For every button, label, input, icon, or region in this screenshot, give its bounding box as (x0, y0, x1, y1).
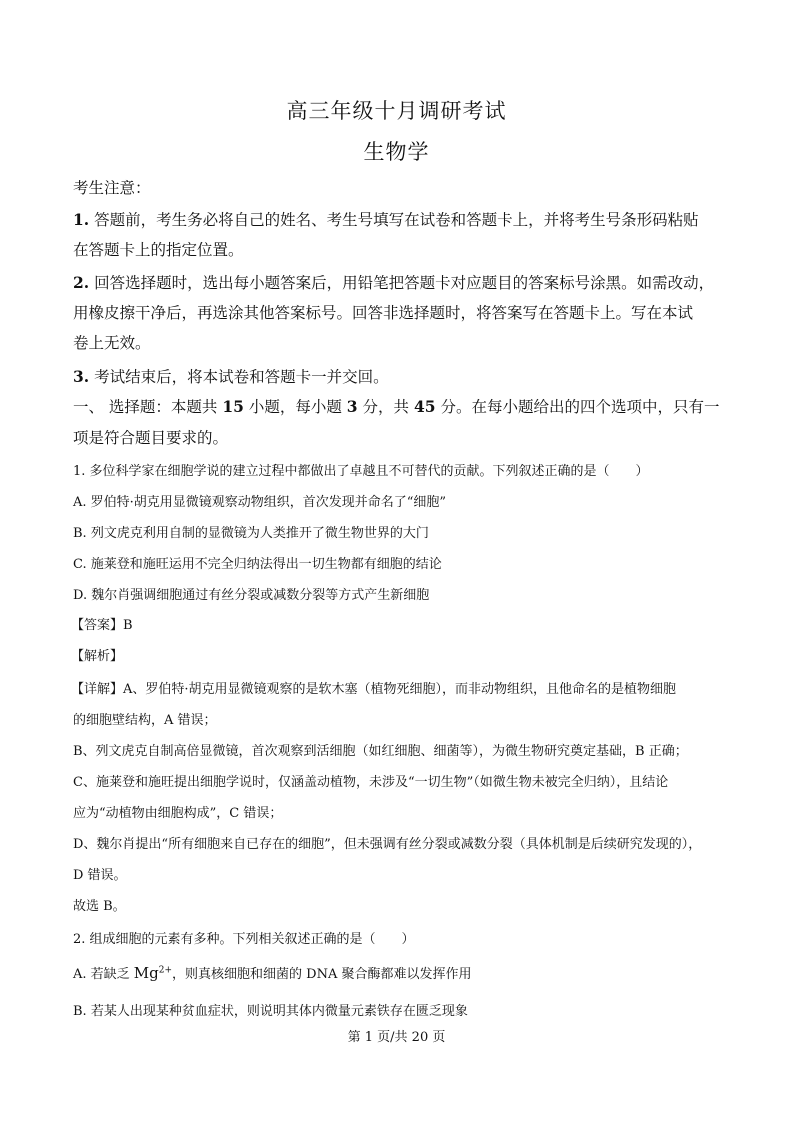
notice-item-2-text: 回答选择题时，选出每小题答案后，用铅笔把答题卡对应题目的答案标号涂黑。如需改动， (94, 274, 715, 292)
notice-item-2-cont: 用橡皮擦干净后，再选涂其他答案标号。回答非选择题时，将答案写在答题卡上。写在本试 (73, 304, 694, 322)
question-1-stem: 1. 多位科学家在细胞学说的建立过程中都做出了卓越且不可替代的贡献。下列叙述正确的是（ ） (73, 464, 649, 479)
notice-heading: 考生注意： (73, 179, 151, 197)
question-1-option-b: B. 列文虎克利用自制的显微镜为人类推开了微生物世界的大门 (73, 526, 429, 541)
section-points-total: 45 (413, 397, 436, 416)
question-1-detail-5: 应为“动植物由细胞构成”，C 错误； (73, 806, 283, 821)
notice-item-2 (73, 271, 714, 293)
exam-title: 高三年级十月调研考试 (286, 99, 507, 123)
notice-item-1-cont: 在答题卡上的指定位置。 (73, 241, 244, 259)
question-2-option-b: B. 若某人出现某种贫血症状，则说明其体内微量元素铁存在匮乏现象 (73, 1004, 468, 1019)
section-text-g: 分。在每小题给出的四个选项中，只有一 (435, 398, 720, 416)
question-1-detail-4: C、施莱登和施旺提出细胞学说时，仅涵盖动植物，未涉及“一切生物”（如微生物未被完全归纳），且结论 (73, 775, 669, 790)
question-2-option-a-post: ，则真核细胞和细菌的 DNA 聚合酶都难以发挥作用 (172, 967, 472, 982)
notice-item-3-text: 考试结束后，将本试卷和答题卡一并交回。 (94, 368, 389, 386)
section-question-count: 15 (222, 397, 244, 416)
section-text-c: 小题，每小题 (243, 398, 347, 416)
notice-item-1-text: 答题前，考生务必将自己的姓名、考生号填写在试卷和答题卡上，并将考生号条形码粘贴 (94, 211, 699, 229)
section-heading-cont: 项是符合题目要求的。 (73, 429, 229, 447)
question-1-option-a: A. 罗伯特·胡克用显微镜观察动物组织，首次发现并命名了“细胞” (73, 495, 447, 510)
notice-item-1-number: 1. (73, 210, 90, 229)
magnesium-symbol: Mg (133, 964, 159, 982)
question-1-detail-7: D 错误。 (73, 868, 127, 883)
question-1-option-d: D. 魏尔肖强调细胞通过有丝分裂或减数分裂等方式产生新细胞 (73, 588, 430, 603)
notice-item-2-cont2: 卷上无效。 (73, 334, 151, 352)
question-2-option-a (73, 963, 472, 982)
question-1-detail-3: B、列文虎克自制高倍显微镜，首次观察到活细胞（如红细胞、细菌等），为微生物研究奠定基础，B 正确； (73, 744, 688, 759)
question-2-option-a-pre: A. 若缺乏 (73, 967, 134, 982)
magnesium-charge: 2+ (158, 965, 173, 976)
notice-item-2-number: 2. (73, 273, 90, 292)
notice-item-1 (73, 208, 699, 230)
notice-item-3 (73, 365, 389, 387)
page-footer: 第 1 页/共 20 页 (347, 1030, 446, 1045)
question-2-stem: 2. 组成细胞的元素有多种。下列相关叙述正确的是（ ） (73, 932, 415, 947)
section-heading (73, 395, 719, 417)
section-text-a: 一、 选择题：本题共 (73, 398, 223, 416)
question-1-conclusion: 故选 B。 (73, 899, 126, 914)
subject-title: 生物学 (363, 140, 430, 164)
section-points-each: 3 (346, 397, 358, 416)
section-text-e: 分，共 (357, 398, 414, 416)
question-1-analysis-label: 【解析】 (71, 649, 124, 664)
question-1-option-c: C. 施莱登和施旺运用不完全归纳法得出一切生物都有细胞的结论 (73, 557, 442, 572)
question-1-detail-2: 的细胞壁结构，A 错误； (73, 713, 217, 728)
question-1-answer: 【答案】B (71, 618, 133, 633)
question-1-detail-1: 【详解】A、罗伯特·胡克用显微镜观察的是软木塞（植物死细胞），而非动物组织，且他命名的是植物细胞 (71, 682, 677, 697)
notice-item-3-number: 3. (73, 367, 90, 386)
question-1-detail-6: D、魏尔肖提出“所有细胞来自已存在的细胞”，但未强调有丝分裂或减数分裂（具体机制是后续研究发现的）， (73, 837, 702, 852)
